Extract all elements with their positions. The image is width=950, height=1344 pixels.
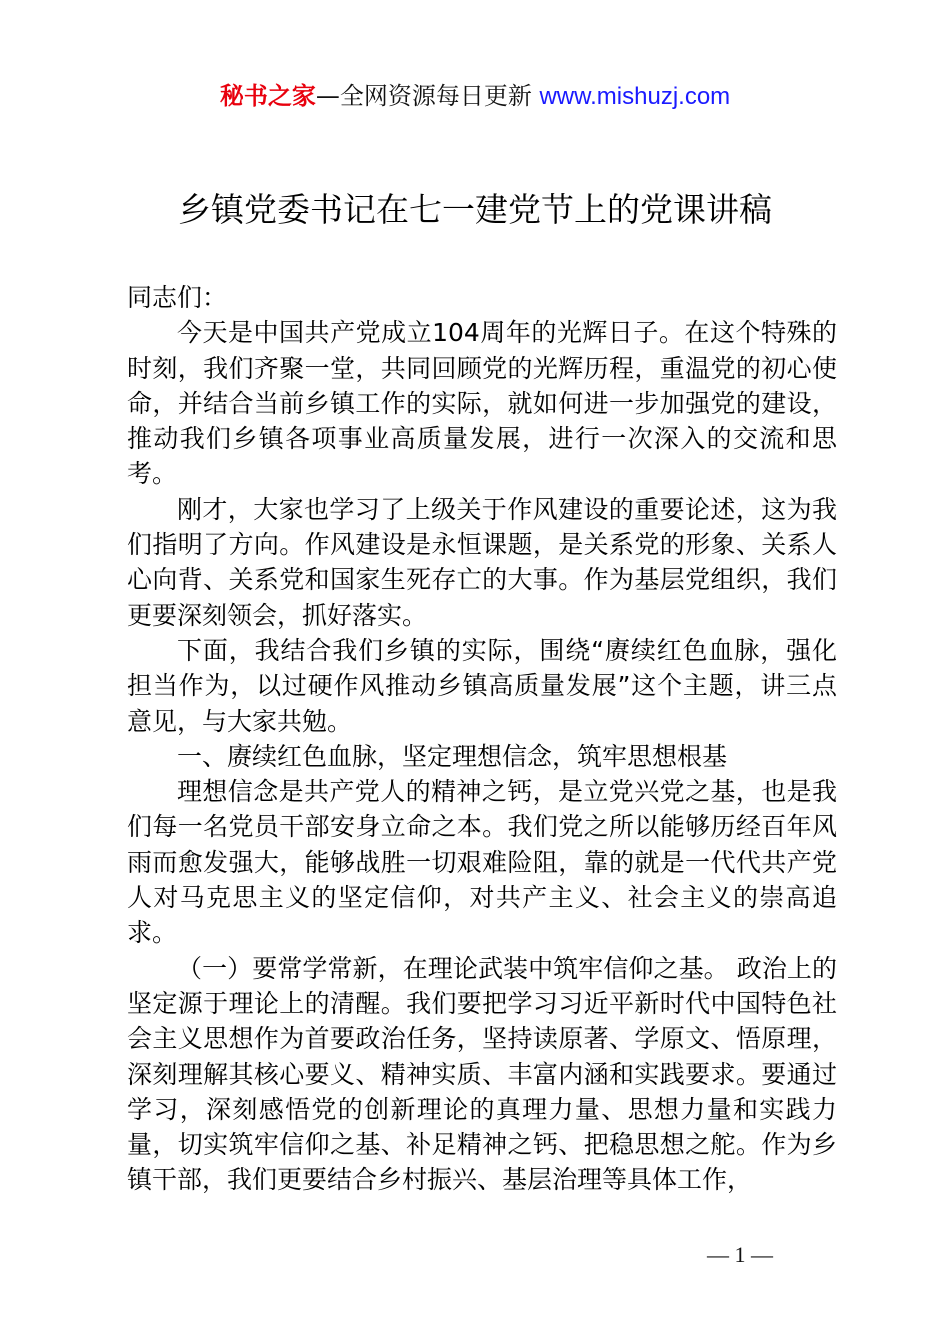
paragraph-2: 刚才，大家也学习了上级关于作风建设的重要论述，这为我们指明了方向。作风建设是永恒课题，是关系党的形象、关系人心向背、关系党和国家生死存亡的大事。作为基层党组织，我们更要深刻领会，抓好落实。: [127, 494, 837, 630]
page-number: — 1 —: [707, 1242, 773, 1267]
paragraph-3: 下面，我结合我们乡镇的实际，围绕“赓续红色血脉，强化担当作为，以过硬作风推动乡镇高质量发展”这个主题，讲三点意见，与大家共勉。: [127, 635, 837, 736]
brand-name: 秘书之家: [219, 82, 316, 110]
section-heading-1: 一、赓续红色血脉，坚定理想信念，筑牢思想根基: [177, 741, 728, 771]
document-body: [127, 280, 837, 1198]
paragraph-1: 今天是中国共产党成立104周年的光辉日子。在这个特殊的时刻，我们齐聚一堂，共同回顾党的光辉历程，重温党的初心使命，并结合当前乡镇工作的实际，就如何进一步加强党的建设，推动我们乡镇各项事业高质量发展，进行一次深入的交流和思考。: [127, 318, 837, 489]
site-url-link[interactable]: www.mishuzj.com: [539, 83, 731, 110]
banner-slogan: —全网资源每日更新: [315, 82, 540, 110]
document-title: 乡镇党委书记在七一建党节上的党课讲稿: [178, 190, 772, 229]
paragraph-5: （一）要常学常新，在理论武装中筑牢信仰之基。 政治上的坚定源于理论上的清醒。我们要把学习习近平新时代中国特色社会主义思想作为首要政治任务，坚持读原著、学原文、悟原理，深刻理解其核心要义、精神实质、丰富内涵和实践要求。要通过学习，深刻感悟党的创新理论的真理力量、思想力量和实践力量，切实筑牢信仰之基、补足精神之钙、把稳思想之舵。作为乡镇干部，我们更要结合乡村振兴、基层治理等具体工作，: [127, 953, 837, 1195]
salutation: 同志们：: [127, 283, 228, 312]
paragraph-4: 理想信念是共产党人的精神之钙，是立党兴党之基，也是我们每一名党员干部安身立命之本。我们党之所以能够历经百年风雨而愈发强大，能够战胜一切艰难险阻，靠的就是一代代共产党人对马克思主义的坚定信仰，对共产主义、社会主义的崇高追求。: [127, 777, 837, 948]
site-banner: [0, 80, 950, 113]
